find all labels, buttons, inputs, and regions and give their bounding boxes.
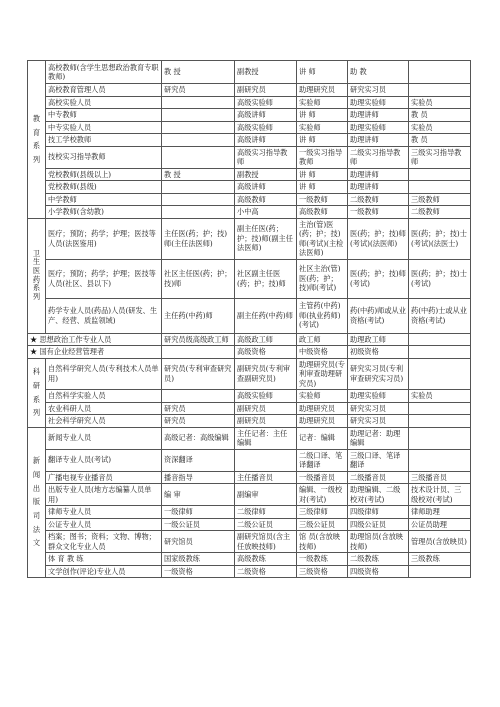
grade-cell: 讲 师 xyxy=(297,61,348,84)
table-row xyxy=(28,206,471,219)
grade-cell xyxy=(162,390,235,403)
category-cell xyxy=(28,61,46,219)
grade-cell xyxy=(409,402,471,415)
table-row xyxy=(28,427,471,449)
grade-cell xyxy=(409,415,471,428)
grade-cell: 实验师 xyxy=(297,121,348,134)
grade-cell xyxy=(409,61,471,84)
row-label: 新闻专业人员 xyxy=(46,427,162,449)
table-row xyxy=(28,346,471,359)
grade-cell xyxy=(409,346,471,359)
grade-cell: 助理研究员 xyxy=(297,84,348,97)
table-row xyxy=(28,146,471,168)
row-label: 翻译专业人员(考试) xyxy=(46,449,162,471)
row-label: 公证专业人员 xyxy=(46,518,162,531)
grade-cell: 助理实验师 xyxy=(348,121,409,134)
table-row xyxy=(28,96,471,109)
grade-cell xyxy=(235,449,297,471)
row-label: 广播电视专业播音员 xyxy=(46,471,162,484)
grade-cell xyxy=(162,121,235,134)
grade-cell: 三级律师 xyxy=(297,506,348,519)
grade-cell: 高级讲师 xyxy=(235,109,297,122)
category-cell xyxy=(28,427,46,578)
grade-cell: 三级口译、笔译翻译 xyxy=(348,449,409,471)
grade-cell: 社区主任医(药；护；技)师 xyxy=(162,259,235,298)
grade-cell: 助 教 xyxy=(348,61,409,84)
row-label: 中专教师 xyxy=(46,109,162,122)
grade-cell: 二级公证员 xyxy=(235,518,297,531)
grade-cell: 实验师 xyxy=(297,96,348,109)
grade-cell: 高级讲师 xyxy=(235,134,297,147)
grade-cell: 助理实验师 xyxy=(348,96,409,109)
grade-cell: 一级资格 xyxy=(162,565,235,578)
grade-cell: 副研究员 xyxy=(235,402,297,415)
table-row xyxy=(28,61,471,84)
grade-cell: 二级教练 xyxy=(348,553,409,566)
row-label: 高校教师(含学生思想政治教育专职教师) xyxy=(46,61,162,84)
grade-cell: 高级记者：高级编辑 xyxy=(162,427,235,449)
grade-cell: 教 员 xyxy=(409,134,471,147)
grade-cell: 社区副主任医(药；护；技)师 xyxy=(235,259,297,298)
grade-cell: 研究员 xyxy=(162,415,235,428)
grade-cell: 教 授 xyxy=(162,168,235,181)
row-label: 档案；图书；资料；文物、博物；群众文化专业人员 xyxy=(46,531,162,553)
row-label: 高校教育管理人员 xyxy=(46,84,162,97)
grade-cell: 助理实验师 xyxy=(348,390,409,403)
grade-cell: 技术设计员、三级校对(考试) xyxy=(409,484,471,506)
grade-cell: 一级教练 xyxy=(297,553,348,566)
table-row xyxy=(28,121,471,134)
table-row xyxy=(28,471,471,484)
grade-cell: 一级律师 xyxy=(162,506,235,519)
row-label: 自然科学实验人员 xyxy=(46,390,162,403)
category-cell xyxy=(28,358,46,427)
grade-cell: 助理讲师 xyxy=(348,181,409,194)
category-char: 列 xyxy=(32,408,41,418)
grade-cell: 医(药；护；技)士(考试)(法医士) xyxy=(409,218,471,259)
grade-cell: 药(中药)师或从业资格(考试) xyxy=(348,298,409,333)
grade-cell: 研究员 xyxy=(162,84,235,97)
category-char: 生 xyxy=(32,257,41,267)
row-label: 技校实习指导教师 xyxy=(46,146,162,168)
grade-cell: 四级公证员 xyxy=(348,518,409,531)
row-label: 医疗；预防；药学；护理；医技等人员(法医鉴用) xyxy=(46,218,162,259)
grade-cell: 一级教师 xyxy=(348,206,409,219)
grade-cell: 高级实验师 xyxy=(235,121,297,134)
table-row xyxy=(28,358,471,390)
grade-cell: 研究实习员(专利审查研究实习员) xyxy=(348,358,409,390)
grade-cell: 主任医(药；护；技)师(主任法医师) xyxy=(162,218,235,259)
grade-cell: 主任记者：主任编辑 xyxy=(235,427,297,449)
grade-cell xyxy=(409,333,471,346)
grade-cell: 律师助理 xyxy=(409,506,471,519)
grade-cell: 高级资格 xyxy=(235,346,297,359)
grade-cell xyxy=(409,84,471,97)
category-char: 法 xyxy=(32,524,41,534)
grade-cell: 高级讲师 xyxy=(235,181,297,194)
grade-cell: 研究员 xyxy=(162,402,235,415)
table-row xyxy=(28,298,471,333)
grade-cell: 三级资格 xyxy=(297,565,348,578)
row-label: 中专实验人员 xyxy=(46,121,162,134)
table-row xyxy=(28,259,471,298)
grade-cell: 助理研究员 xyxy=(297,415,348,428)
table-row xyxy=(28,181,471,194)
row-label: 技工学校教师 xyxy=(46,134,162,147)
grade-cell: 二级播音员 xyxy=(348,471,409,484)
grade-cell: 中级资格 xyxy=(297,346,348,359)
category-cell xyxy=(28,218,46,333)
category-char: 列 xyxy=(32,291,41,301)
grade-cell: 教 授 xyxy=(162,61,235,84)
category-char: 系 xyxy=(32,283,41,293)
grade-cell xyxy=(162,193,235,206)
grade-cell: 三级实习指导教师 xyxy=(409,146,471,168)
grade-cell: 高级政工师 xyxy=(235,333,297,346)
grade-cell: 副研究员(专利审查副研究员) xyxy=(235,358,297,390)
grade-cell: 一级教师 xyxy=(297,193,348,206)
grade-cell: 二级实习指导教师 xyxy=(348,146,409,168)
grade-cell: 研究实习员 xyxy=(348,402,409,415)
table-row xyxy=(28,168,471,181)
grade-cell xyxy=(409,449,471,471)
row-label: 小学教师(含幼教) xyxy=(46,206,162,219)
grade-cell: 馆 员(含放映技师) xyxy=(297,531,348,553)
grade-cell xyxy=(409,168,471,181)
category-char: 出 xyxy=(32,483,41,493)
category-char: 列 xyxy=(32,154,41,164)
category-char: 文 xyxy=(32,538,41,548)
grade-cell: 二级教师 xyxy=(409,206,471,219)
grade-cell: 高级实验师 xyxy=(235,390,297,403)
grade-cell: 记者：编辑 xyxy=(297,427,348,449)
table-row xyxy=(28,333,471,346)
grade-cell: 副研究员 xyxy=(235,415,297,428)
category-char: 教 xyxy=(32,113,41,123)
grade-cell: 高级教师 xyxy=(235,193,297,206)
grade-cell: 编 审 xyxy=(162,484,235,506)
row-label: 党校教师(县级以上) xyxy=(46,168,162,181)
grade-cell: 医(药；护；技)师(考试) xyxy=(348,259,409,298)
grade-cell xyxy=(162,96,235,109)
grade-cell xyxy=(162,181,235,194)
grade-cell: 高级实习指导教师 xyxy=(235,146,297,168)
grade-cell xyxy=(409,181,471,194)
grade-cell: 研究员(专利审查研究员) xyxy=(162,358,235,390)
category-char: 卫 xyxy=(32,248,41,258)
category-char: 科 xyxy=(32,367,41,377)
category-char: 版 xyxy=(32,497,41,507)
row-label: 农业科研人员 xyxy=(46,402,162,415)
table-row xyxy=(28,84,471,97)
category-char: 司 xyxy=(32,511,41,521)
title-grade-table xyxy=(27,60,471,578)
grade-cell: 医(药；护；技)士(考试) xyxy=(409,259,471,298)
table-row xyxy=(28,193,471,206)
row-label: 高校实验人员 xyxy=(46,96,162,109)
grade-cell: 助理讲师 xyxy=(348,168,409,181)
grade-cell xyxy=(409,358,471,390)
row-label: 中学教师 xyxy=(46,193,162,206)
grade-cell: 主管药(中药)师(执业药师)(考试) xyxy=(297,298,348,333)
grade-cell xyxy=(162,134,235,147)
table-row xyxy=(28,553,471,566)
grade-cell: 助理政工师 xyxy=(348,333,409,346)
grade-cell: 高级教师 xyxy=(297,206,348,219)
grade-cell: 助理编辑、二级校对(考试) xyxy=(348,484,409,506)
grade-cell: 助理记者：助理编辑 xyxy=(348,427,409,449)
grade-cell: 资深翻译 xyxy=(162,449,235,471)
table-row xyxy=(28,518,471,531)
row-label: 文学创作(评论)专业人员 xyxy=(46,565,162,578)
row-label: ★ 国有企业经营管理者 xyxy=(28,346,162,359)
grade-cell: 助理讲师 xyxy=(348,134,409,147)
grade-cell: 一级播音员 xyxy=(297,471,348,484)
table-row xyxy=(28,565,471,578)
category-char: 药 xyxy=(32,274,41,284)
row-label: 医疗；预防；药学；护理；医技等人员(社区、县以下) xyxy=(46,259,162,298)
category-char: 系 xyxy=(32,141,41,151)
grade-cell: 实验员 xyxy=(409,96,471,109)
grade-cell: 副教授 xyxy=(235,168,297,181)
grade-cell xyxy=(162,346,235,359)
grade-cell: 国家级教练 xyxy=(162,553,235,566)
grade-cell: 二级律师 xyxy=(235,506,297,519)
grade-cell: 三级教练 xyxy=(409,553,471,566)
grade-cell: 医(药；护；技)师(考试)(法医师) xyxy=(348,218,409,259)
row-label: 律师专业人员 xyxy=(46,506,162,519)
grade-cell: 副研究员 xyxy=(235,84,297,97)
table-row xyxy=(28,109,471,122)
grade-cell xyxy=(409,565,471,578)
grade-cell: 讲 师 xyxy=(297,181,348,194)
grade-cell: 研究馆员 xyxy=(162,531,235,553)
grade-cell: 二级资格 xyxy=(235,565,297,578)
grade-cell: 三级播音员 xyxy=(409,471,471,484)
row-label: 社会科学研究人员 xyxy=(46,415,162,428)
grade-cell: 副教授 xyxy=(235,61,297,84)
grade-cell: 实验员 xyxy=(409,390,471,403)
grade-cell xyxy=(162,109,235,122)
grade-cell: 副编审 xyxy=(235,484,297,506)
grade-cell: 药(中药)士或从业资格(考试) xyxy=(409,298,471,333)
grade-cell: 副研究馆员(含主任放映技师) xyxy=(235,531,297,553)
grade-cell: 政工师 xyxy=(297,333,348,346)
grade-cell: 助理研究员(专利审查助理研究员) xyxy=(297,358,348,390)
grade-cell: 教 员 xyxy=(409,109,471,122)
grade-cell: 高级教练 xyxy=(235,553,297,566)
grade-cell: 实验师 xyxy=(297,390,348,403)
grade-cell: 二级口译、笔译翻译 xyxy=(297,449,348,471)
category-char: 医 xyxy=(32,265,41,275)
table-row xyxy=(28,449,471,471)
category-char: 系 xyxy=(32,394,41,404)
table-row xyxy=(28,134,471,147)
grade-cell: 播音指导 xyxy=(162,471,235,484)
grade-cell: 助理研究员 xyxy=(297,402,348,415)
grade-cell xyxy=(162,146,235,168)
grade-cell: 高级实验师 xyxy=(235,96,297,109)
table-row xyxy=(28,415,471,428)
category-char: 育 xyxy=(32,127,41,137)
grade-cell: 主任药(中药)师 xyxy=(162,298,235,333)
grade-cell xyxy=(162,206,235,219)
table-row xyxy=(28,218,471,259)
grade-cell: 二级教师 xyxy=(348,193,409,206)
grade-cell: 助理馆员(含放映技师) xyxy=(348,531,409,553)
grade-cell: 研究实习员 xyxy=(348,84,409,97)
grade-cell: 三级教师 xyxy=(409,193,471,206)
grade-cell: 三级公证员 xyxy=(297,518,348,531)
grade-cell: 社区主治(管)医(药；护；技)师(考试) xyxy=(297,259,348,298)
category-char: 新 xyxy=(32,456,41,466)
grade-cell: 讲 师 xyxy=(297,168,348,181)
grade-cell: 初级资格 xyxy=(348,346,409,359)
row-label: 党校教师(县级) xyxy=(46,181,162,194)
table-row xyxy=(28,402,471,415)
grade-cell: 助理讲师 xyxy=(348,109,409,122)
row-label: 体 育 教 练 xyxy=(46,553,162,566)
grade-cell: 编辑、一级校对(考试) xyxy=(297,484,348,506)
table-row xyxy=(28,531,471,553)
table-row xyxy=(28,506,471,519)
row-label: 自然科学研究人员(专利技术人员单用) xyxy=(46,358,162,390)
grade-cell: 主任播音员 xyxy=(235,471,297,484)
category-char: 研 xyxy=(32,380,41,390)
grade-cell xyxy=(409,427,471,449)
grade-cell: 实验员 xyxy=(409,121,471,134)
grade-cell: 管理员(含放映员) xyxy=(409,531,471,553)
category-char: 闻 xyxy=(32,470,41,480)
grade-cell: 讲 师 xyxy=(297,109,348,122)
grade-cell: 一级实习指导教师 xyxy=(297,146,348,168)
row-label: 出版专业人员(地方志编纂人员单用) xyxy=(46,484,162,506)
row-label: 药学专业人员(药品)人员(研发、生产、经营、质监领域) xyxy=(46,298,162,333)
grade-cell: 四级资格 xyxy=(348,565,409,578)
grade-cell: 公证员助理 xyxy=(409,518,471,531)
grade-cell: 一级公证员 xyxy=(162,518,235,531)
grade-cell: 讲 师 xyxy=(297,134,348,147)
row-label: ★ 思想政治工作专业人员 xyxy=(28,333,162,346)
grade-cell: 研究实习员 xyxy=(348,415,409,428)
grade-cell: 主治(管)医(药；护；技)师(考试)(主检法医师) xyxy=(297,218,348,259)
table-row xyxy=(28,484,471,506)
grade-cell: 研究员级高级政工师 xyxy=(162,333,235,346)
grade-cell: 小中高 xyxy=(235,206,297,219)
table-row xyxy=(28,390,471,403)
grade-cell: 副主任药(中药)师 xyxy=(235,298,297,333)
grade-cell: 四级律师 xyxy=(348,506,409,519)
grade-cell: 副主任医(药；护；技)师(副主任法医师) xyxy=(235,218,297,259)
